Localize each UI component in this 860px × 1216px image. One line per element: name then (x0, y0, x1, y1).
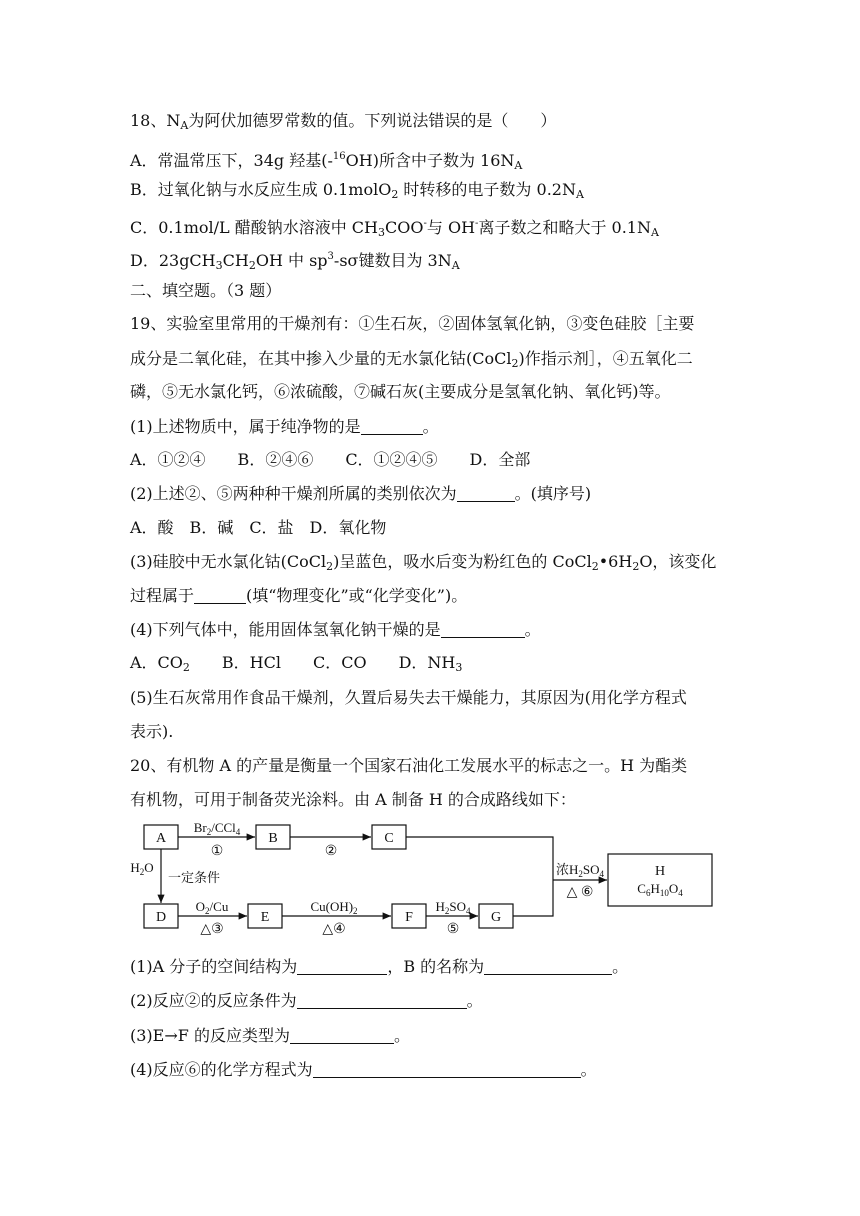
answer-blank[interactable] (290, 1027, 394, 1044)
q20-part-1: (1)A 分子的空间结构为 ，B 的名称为 。 (130, 957, 629, 976)
r1-reagent: $Br_2/CCl_4$ (193, 820, 241, 837)
q20-line-1: 20、有机物 A 的产量是衡量一个国家石油化工发展水平的标志之一。H 为酯类 (130, 756, 688, 775)
r3-number: △③ (200, 922, 224, 937)
q19-part-1-options: A．①②④ B．②④⑥ C．①②④⑤ D．全部 (130, 450, 531, 469)
box-b-label: B (268, 831, 278, 846)
r3-reagent: $O_2/Cu$ (195, 899, 229, 916)
q19-part-3-cont: 过程属于 (填“物理变化”或“化学变化”)。 (130, 586, 468, 605)
r1-number: ① (210, 844, 224, 859)
answer-blank[interactable] (457, 485, 515, 502)
answer-blank[interactable] (313, 1061, 581, 1078)
q19-part-4-options: A．$CO_2$ B．HCl C．CO D．$NH_3$ (130, 653, 463, 674)
r5-reagent: $H_2SO_4$ (435, 899, 471, 916)
q18-option-d: D．$23gCH_3CH_2OH$ 中 $sp^3-s\sigma$键数目为 $3N_A$ (130, 251, 460, 272)
r5-number: ⑤ (446, 922, 460, 937)
box-g-label: G (490, 910, 502, 925)
r2-number: ② (324, 844, 338, 859)
q19-part-2: (2)上述②、⑤两种种干燥剂所属的类别依次为 。(填序号) (130, 484, 592, 503)
box-f-label: F (405, 910, 413, 925)
q20-part-4: (4)反应⑥的化学方程式为 。 (130, 1060, 597, 1079)
answer-blank[interactable] (297, 958, 387, 975)
water-label: $H_2O$ (130, 860, 154, 877)
synthesis-scheme (128, 812, 728, 937)
q19-line-1: 19、实验室里常用的干燥剂有：①生石灰，②固体氢氧化钠，③变色硅胶［主要 (130, 314, 695, 333)
r4-number: △④ (322, 922, 346, 937)
answer-blank[interactable] (297, 992, 467, 1009)
box-h (608, 854, 712, 906)
q18-stem: 18、$N_A$为阿伏加德罗常数的值。下列说法错误的是（ ） (130, 111, 557, 132)
q19-part-2-options: A．酸 B．碱 C．盐 D．氧化物 (130, 518, 387, 537)
answer-blank[interactable] (361, 418, 423, 435)
q20-part-3: (3)E→F 的反应类型为 。 (130, 1026, 410, 1045)
answer-blank[interactable] (484, 958, 612, 975)
q20-line-2: 有机物，可用于制备荧光涂料。由 A 制备 H 的合成路线如下： (130, 790, 576, 809)
q19-part-1: (1)上述物质中，属于纯净物的是 。 (130, 417, 439, 436)
section-heading: 二、填空题。（3 题） (130, 281, 282, 300)
box-d-label: D (155, 910, 167, 925)
box-h-label: H (654, 864, 666, 879)
q19-part-5-cont: 表示). (130, 722, 174, 741)
q18-option-c: C．0.1mol/L 醋酸钠水溶液中 $CH_3COO^-$与 OH-离子数之和略大于 $0.1N_A$ (130, 218, 659, 239)
answer-blank[interactable] (441, 621, 525, 638)
condition-label: 一定条件 (167, 870, 221, 885)
r4-reagent: $Cu(OH)_2$ (310, 899, 358, 916)
box-a-label: A (155, 831, 167, 846)
h-formula: $C_6H_{10}O_4$ (637, 881, 683, 898)
q19-line-2: 成分是二氧化硅，在其中掺入少量的无水氯化钴(CoCl$_2$)作指示剂］，④五氧化二 (130, 349, 693, 370)
q19-part-5: (5)生石灰常用作食品干燥剂，久置后易失去干燥能力，其原因为(用化学方程式 (130, 688, 687, 707)
box-c-label: C (384, 831, 394, 846)
q19-part-4: (4)下列气体中，能用固体氢氧化钠干燥的是 。 (130, 620, 541, 639)
q19-line-3: 磷，⑤无水氯化钙，⑥浓硫酸，⑦碱石灰(主要成分是氢氧化钠、氧化钙)等。 (130, 382, 671, 401)
q19-part-3: (3)硅胶中无水氯化钴(CoCl$_2$)呈蓝色，吸水后变为粉红色的 $CoCl_2•6H_2O$，该变化 (130, 552, 717, 573)
r6-number: △ ⑥ (566, 885, 594, 900)
answer-blank[interactable] (194, 587, 246, 604)
q18-option-b: B．过氧化钠与水反应生成 0.1molO$_2$ 时转移的电子数为 $0.2N_A$ (130, 180, 584, 201)
r6-reagent: 浓$H_2SO_4$ (555, 862, 605, 879)
box-e-label: E (260, 910, 270, 925)
q18-option-a: A．常温常压下，34g 羟基(-$^{16}$OH)所含中子数为 $16N_A$ (130, 151, 523, 172)
q20-part-2: (2)反应②的反应条件为 。 (130, 991, 483, 1010)
